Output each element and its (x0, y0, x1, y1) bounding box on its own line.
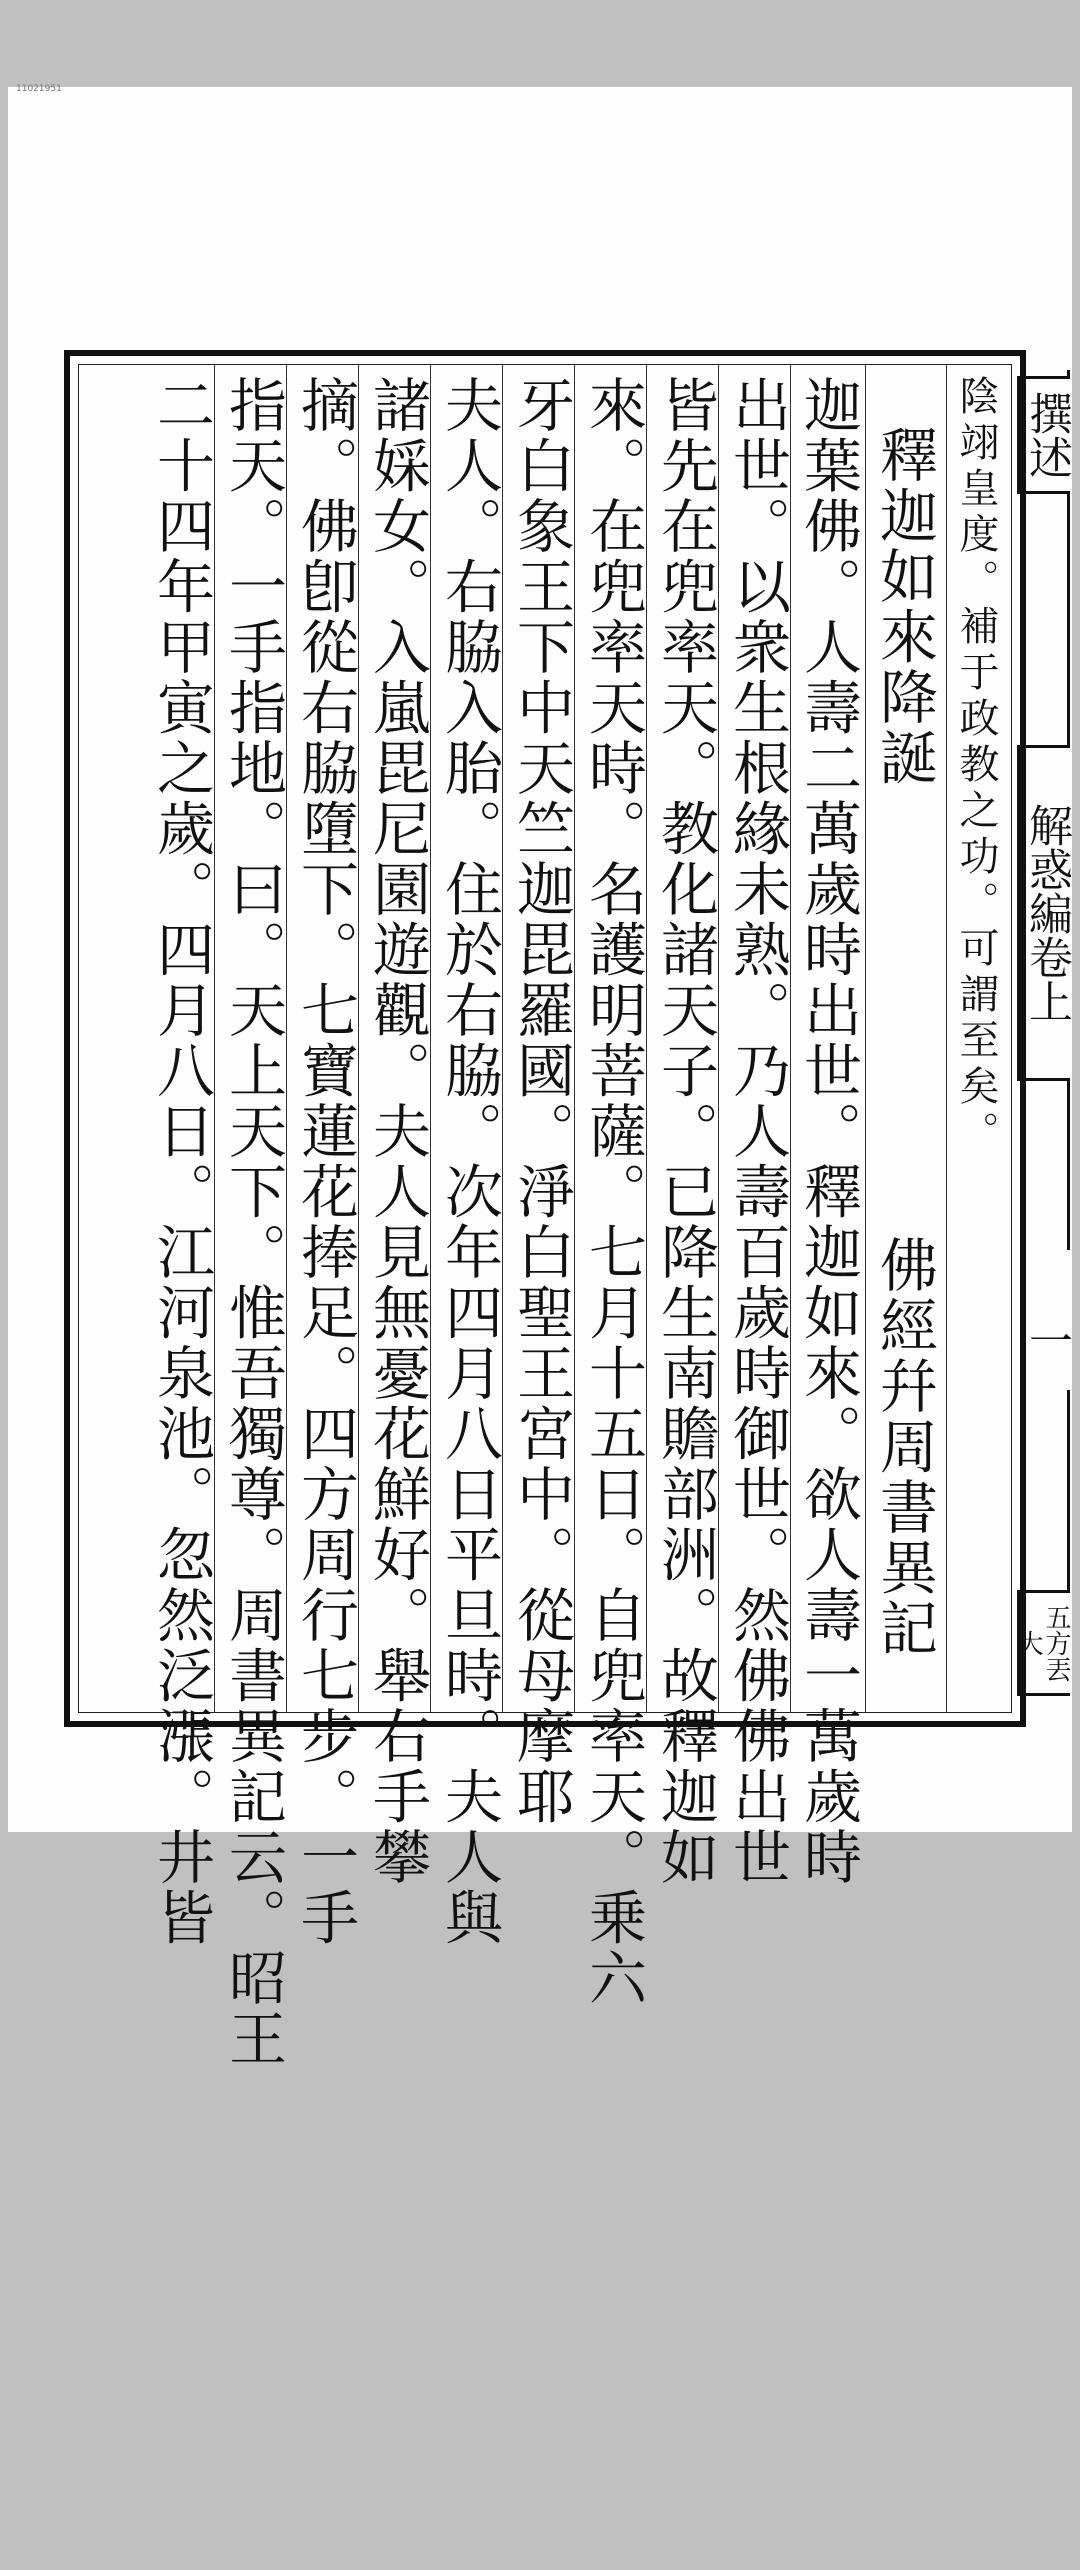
side-tab-middle: 解惑編卷上 (1017, 745, 1070, 1081)
text-column: 二十四年甲寅之歲。四月八日。江河泉池。忽然泛漲。井皆 (147, 375, 215, 1948)
text-column: 指天。一手指地。曰。天上天下。惟吾獨尊。周書異記云。昭王 (219, 375, 287, 2069)
text-column: 夫人。右脇入胎。住於右脇。次年四月八日平旦時。夫人與 (435, 375, 503, 1948)
citation-source: 佛經幷周書異記 (870, 1235, 938, 1659)
text-area (78, 364, 1012, 2069)
side-tab-page-mark: 一 (1020, 1250, 1070, 1390)
text-column: 出世。以衆生根緣未熟。乃人壽百歲時御世。然佛佛出世 (723, 375, 791, 1888)
text-column: 摘。佛卽從右脇墮下。七寶蓮花捧足。四方周行七步。一手 (291, 375, 359, 1948)
text-column: 皆先在兜率天。教化諸天子。已降生南贍部洲。故釋迦如 (651, 375, 719, 1888)
text-column: 牙白象王下中天竺迦毘羅國。淨白聖王宮中。從母摩耶 (507, 375, 575, 1827)
column-rule (865, 365, 866, 1712)
text-frame (64, 350, 1026, 2069)
text-column: 諸婇女。入嵐毘尼園遊觀。夫人見無憂花鮮好。舉右手攀 (363, 375, 431, 1888)
column-rule (946, 365, 947, 1712)
text-column: 陰翊皇度。補于政教之功。可謂至矣。 (953, 375, 999, 1157)
side-tab-top: 撰述 (1017, 376, 1070, 494)
text-column: 迦葉佛。人壽二萬歲時出世。釋迦如來。欲人壽一萬歲時 (794, 375, 862, 1888)
text-column: 來。在兜率天時。名護明菩薩。七月十五日。自兜率天。乗六 (579, 375, 647, 2009)
scan-id-label: 11021951 (16, 84, 62, 94)
side-tab-bottom: 五方丟大 (1017, 1590, 1070, 1696)
section-heading: 釋迦如來降誕 (870, 425, 938, 788)
